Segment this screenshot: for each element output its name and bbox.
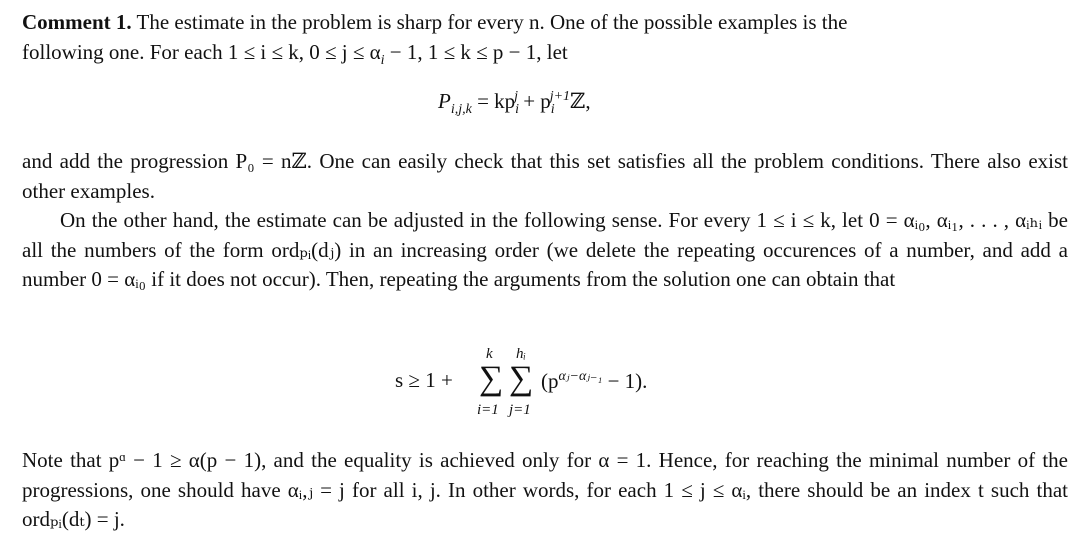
eq1-rhs-a: = kp [471,89,516,113]
eq2-lhs: s ≥ 1 + [395,368,453,392]
comment-line2b: − 1, 1 ≤ k ≤ p − 1, let [384,39,568,64]
sum1-lower: i=1 [477,402,499,418]
comment-line2: following one. For each 1 ≤ i ≤ k, 0 ≤ j ≤ α [22,39,381,64]
sum2-lower: j=1 [509,402,531,418]
sum1-upper: k [486,346,493,362]
eq1-lhs: P [438,89,451,113]
comment-line1: The estimate in the problem is sharp for every n. One of the possible examples is the [131,10,848,34]
eq1-rhs-c: ℤ, [570,89,591,113]
equation-progression: $P_{i,j,k} = kp_i^j$ + $p_i^{j+1}ℤ$, [438,89,591,118]
eq1-lhs-sub: i,j,k [450,102,472,118]
paragraph-conclusion: Note that pᵅ − 1 ≥ α(p − 1), and the equality is achieved only for α = 1. Hence, for reaching the minimal number of the progressions, one should have αᵢ,ⱼ = j for all i, j. In other words, for each 1 ≤ j ≤ αᵢ, there should be an index t such that ordₚᵢ(dₜ) = j. [22,448,1068,531]
eq2-body: (p [541,369,559,393]
sum2-upper: hᵢ [516,346,526,362]
paragraph-adjustment: On the other hand, the estimate can be adjusted in the following sense. For every 1 ≤ i ≤ k, let 0 = αᵢ₀, αᵢ₁, . . . , αᵢₕᵢ be all the numbers of the form ordₚᵢ(dⱼ) in an increasing order (we delete the repeating occurences of a number, and add a number 0 = αᵢ₀ if it does not occur). Then, repeating the arguments from the solution one can obtain that [22,208,1068,291]
equation-bound [395,340,715,425]
sum2-symbol: ∑ [509,360,534,397]
eq1-rhs-b: + p [517,89,551,113]
paragraph-progression-note: and add the progression P₀ = nℤ. One can easily check that this set satisfies all the problem conditions. There also exist other examples. [22,149,1068,203]
sum1-symbol: ∑ [479,360,504,397]
eq2-body-group [541,368,647,394]
paragraph-comment: Comment 1. The estimate in the problem is sharp for every n. One of the possible examples is the following one. For each 1 ≤ i ≤ k, $0 \le j \le \alpha_i - 1$, 1 ≤ k ≤ p − 1, let [22,10,848,68]
eq2-tail: − 1). [602,369,648,393]
comment-label: Comment 1. [22,10,132,34]
eq2-exponent: αⱼ−αⱼ₋₁ [558,369,603,384]
